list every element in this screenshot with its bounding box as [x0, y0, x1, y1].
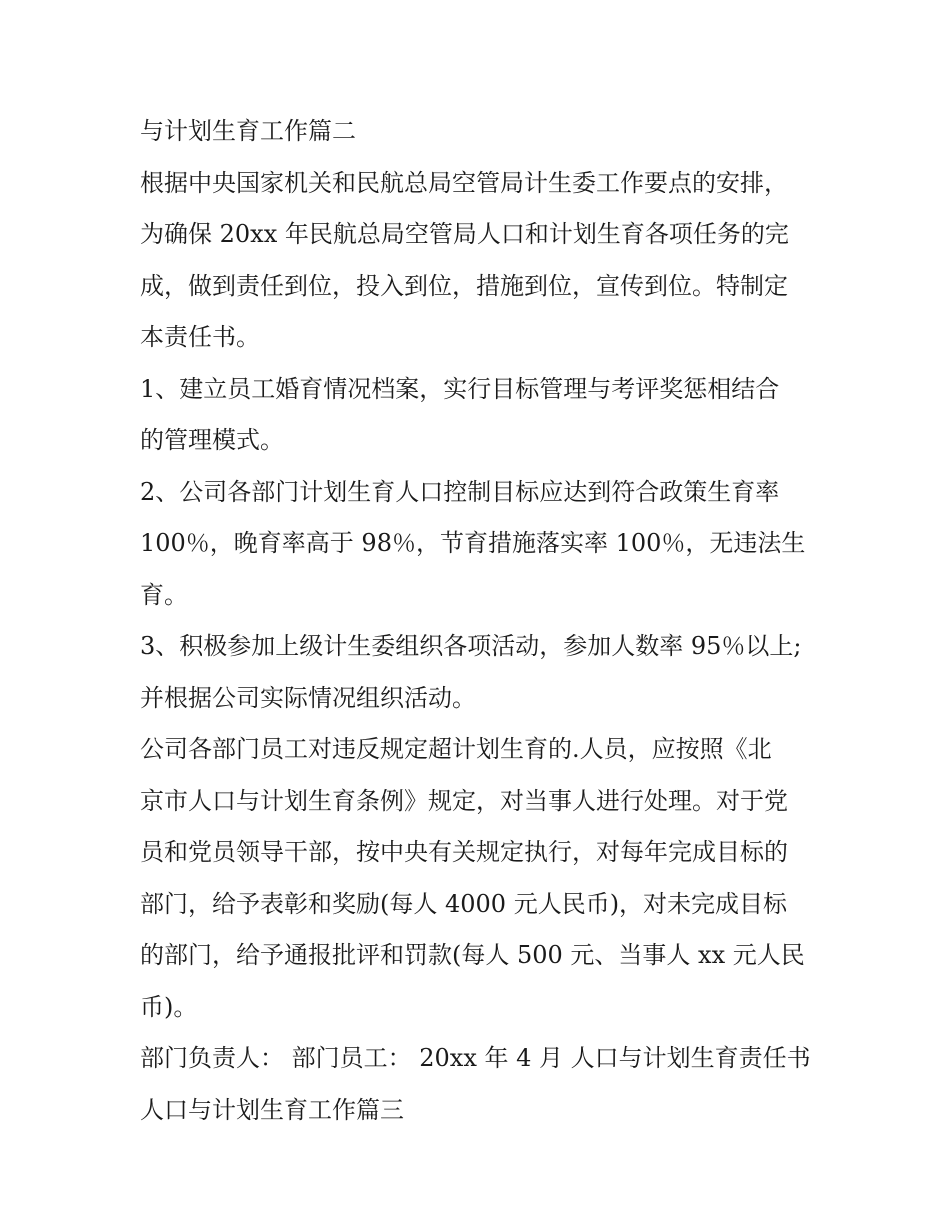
text-line: 为确保 20xx 年民航总局空管局人口和计划生育各项任务的完 — [140, 220, 789, 248]
text-line: 员和党员领导干部，按中央有关规定执行，对每年完成目标的 — [140, 838, 788, 866]
text-line: 成，做到责任到位，投入到位，措施到位，宣传到位。特制定 — [140, 271, 788, 300]
list-item-2-line: 2、公司各部门计划生育人口控制目标应达到符合政策生育率 — [140, 477, 780, 506]
section-heading: 与计划生育工作篇二 — [140, 117, 356, 145]
list-item-1-line: 的管理模式。 — [140, 426, 284, 454]
text-line: 京市人口与计划生育条例》规定，对当事人进行处理。对于党 — [140, 786, 788, 815]
list-item-3-line: 并根据公司实际情况组织活动。 — [140, 683, 476, 712]
section-heading: 人口与计划生育工作篇三 — [140, 1095, 404, 1124]
text-line: 币)。 — [140, 992, 198, 1021]
text-line: 公司各部门员工对违反规定超计划生育的.人员，应按照《北 — [140, 735, 772, 763]
text-line: 根据中央国家机关和民航总局空管局计生委工作要点的安排， — [140, 168, 788, 197]
list-item-1-line: 1、建立员工婚育情况档案，实行目标管理与考评奖惩相结合 — [140, 374, 780, 403]
text-line: 本责任书。 — [140, 323, 260, 351]
list-item-3-line: 3、积极参加上级计生委组织各项活动，参加人数率 95％以上; — [140, 632, 802, 660]
list-item-2-line: 育。 — [140, 580, 188, 609]
list-item-2-line: 100％，晚育率高于 98％，节育措施落实率 100％，无违法生 — [140, 529, 806, 557]
signature-line: 部门负责人： 部门员工： 20xx 年 4 月 人口与计划生育责任书 — [140, 1044, 811, 1072]
text-line: 部门，给予表彰和奖励(每人 4000 元人民币)，对未完成目标 — [140, 889, 788, 918]
text-line: 的部门，给予通报批评和罚款(每人 500 元、当事人 xx 元人民 — [140, 941, 805, 969]
document-body — [140, 106, 820, 1136]
